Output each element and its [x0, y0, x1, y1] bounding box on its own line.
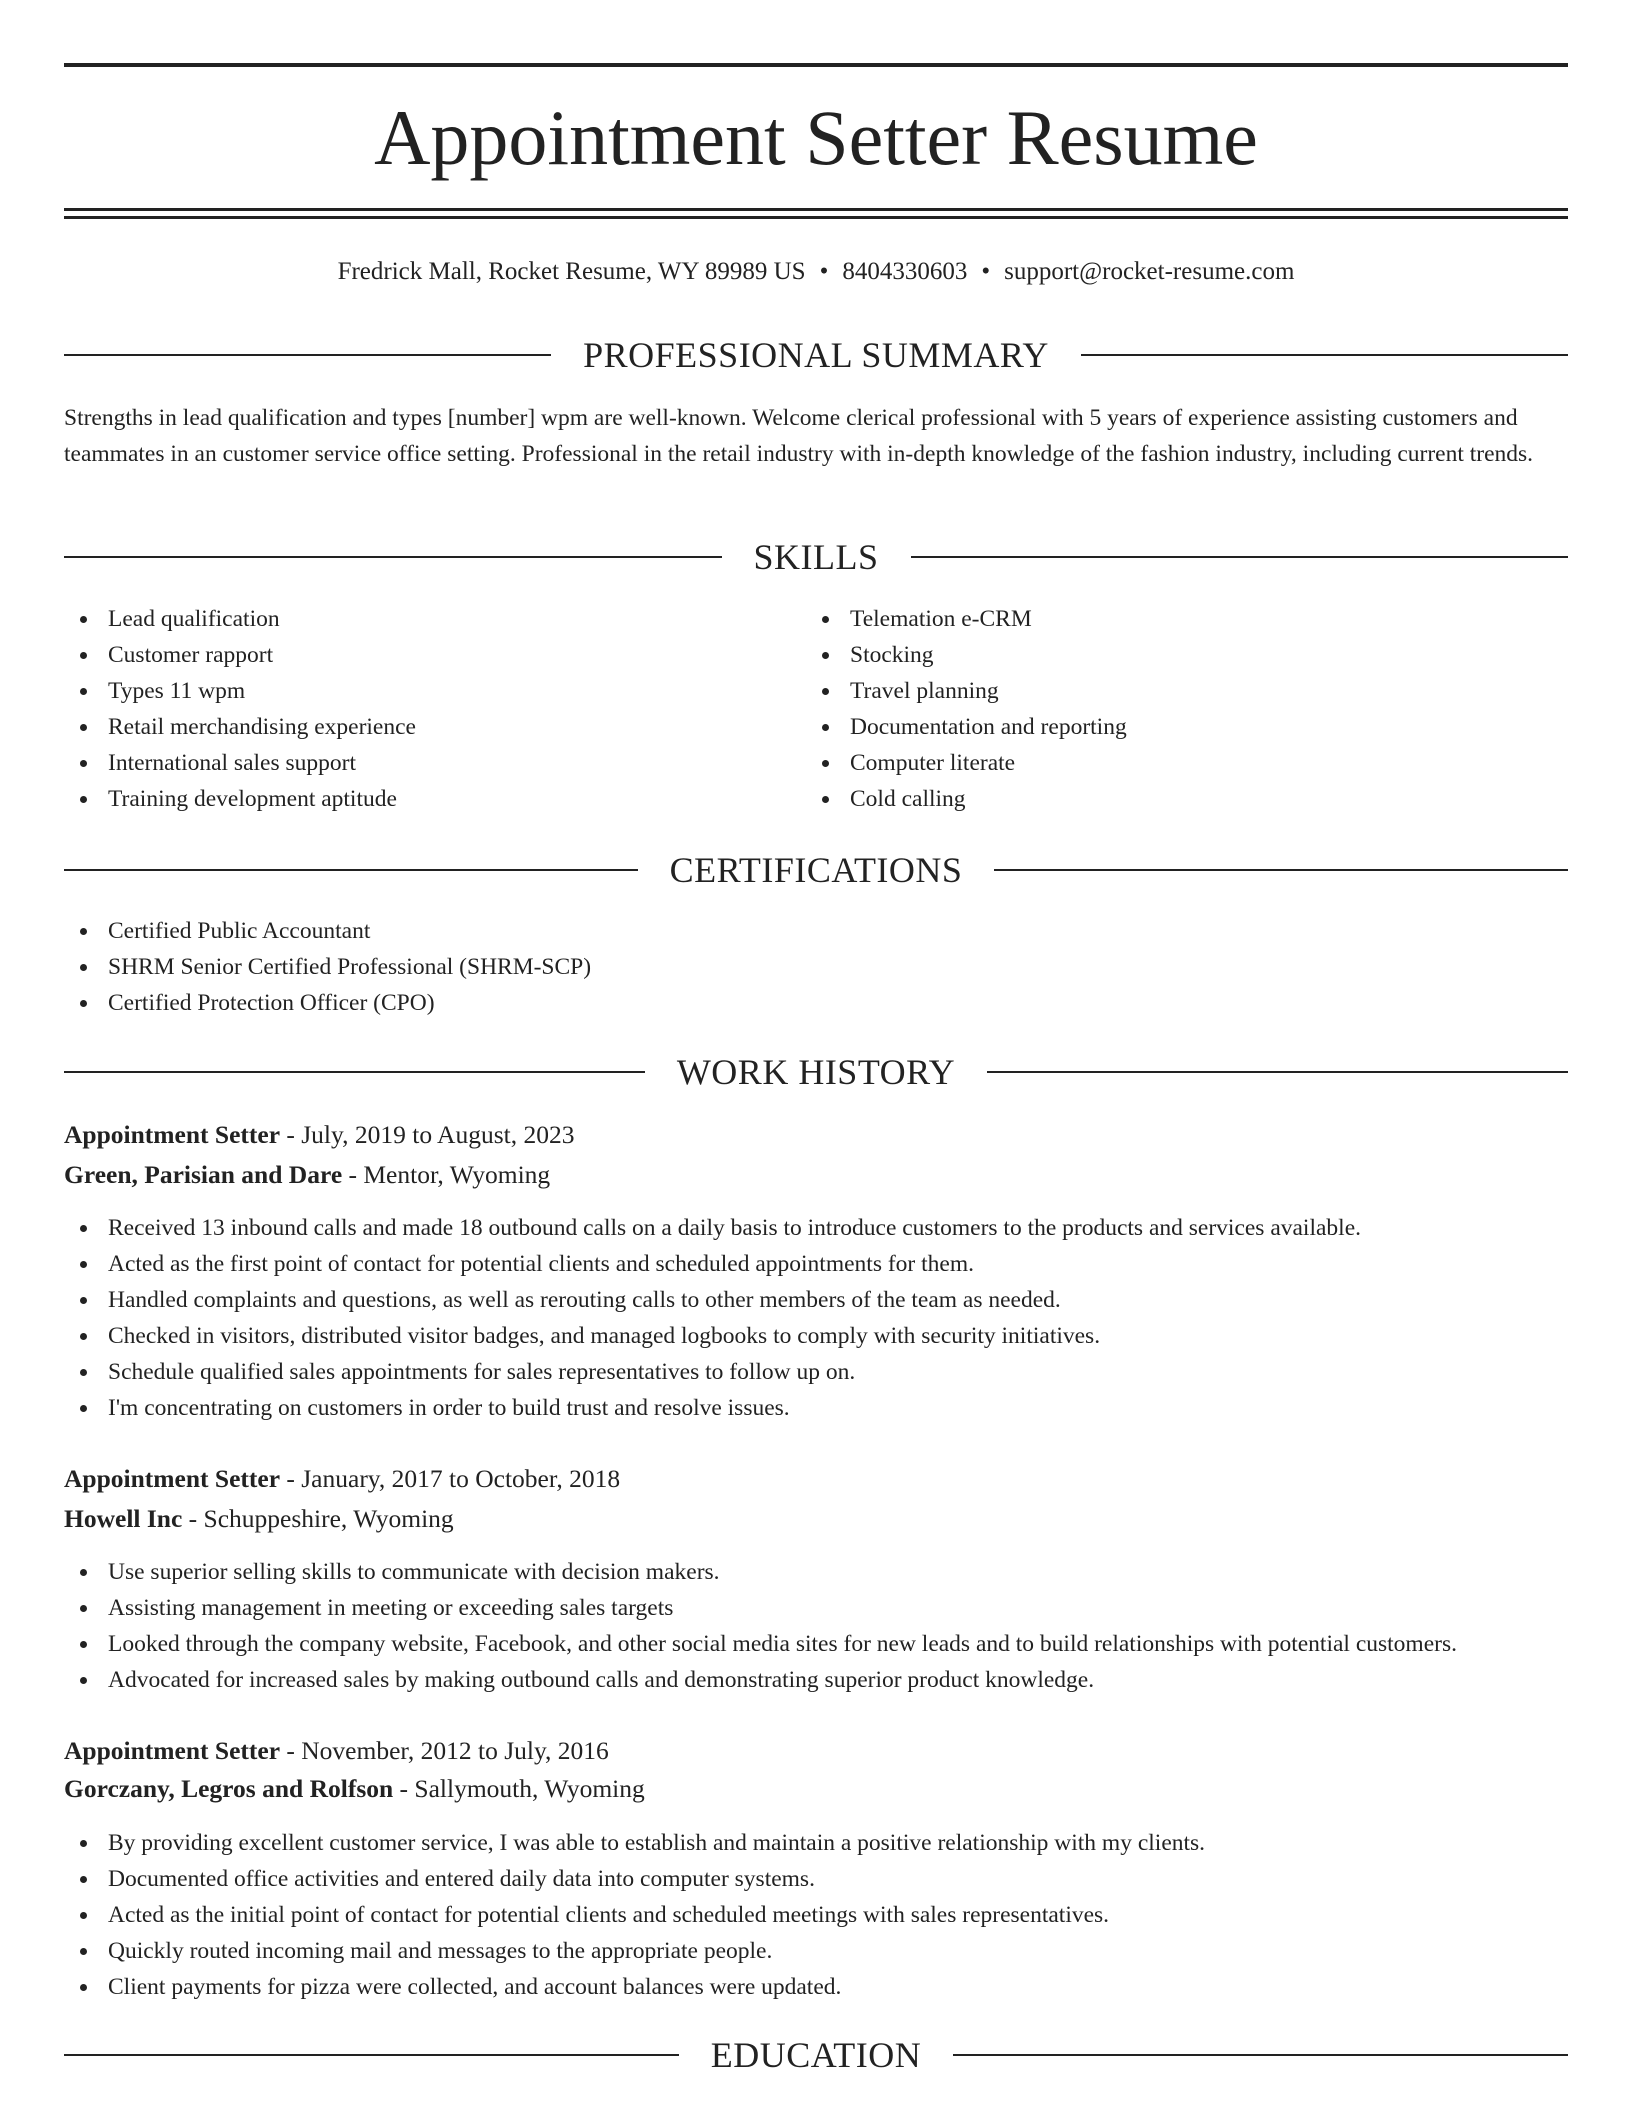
skill-item: Computer literate: [806, 745, 1127, 781]
section-rule-right: [953, 2054, 1568, 2056]
certification-item: SHRM Senior Certified Professional (SHRM-SCP): [64, 949, 591, 985]
job-duty-item: Advocated for increased sales by making outbound calls and demonstrating superior product knowledge.: [64, 1662, 1457, 1698]
job-company-line: [64, 1499, 1568, 1539]
job-duty-item: By providing excellent customer service, I was able to establish and maintain a positive relationship with my clients.: [64, 1825, 1205, 1861]
section-title-work-history: WORK HISTORY: [676, 1052, 956, 1092]
contact-separator: •: [981, 258, 991, 285]
skill-item: Travel planning: [806, 673, 1127, 709]
section-title-summary: PROFESSIONAL SUMMARY: [583, 335, 1049, 375]
resume-title: Appointment Setter Resume: [374, 94, 1258, 181]
contact-phone: 8404330603: [842, 258, 968, 285]
section-rule-left: [64, 354, 551, 356]
job-duties-list: [64, 1825, 1205, 2005]
certification-item: Certified Public Accountant: [64, 913, 591, 949]
section-header-summary: [64, 333, 1568, 377]
skill-item: Cold calling: [806, 781, 1127, 817]
skill-item: Telemation e-CRM: [806, 601, 1127, 637]
skill-item: Retail merchandising experience: [64, 709, 416, 745]
job-duties-list: [64, 1210, 1361, 1426]
job-duty-item: I'm concentrating on customers in order to build trust and resolve issues.: [64, 1390, 1361, 1426]
job-duty-item: Checked in visitors, distributed visitor badges, and managed logbooks to comply with security initiatives.: [64, 1318, 1361, 1354]
job-duty-item: Handled complaints and questions, as well as rerouting calls to other members of the team as needed.: [64, 1282, 1361, 1318]
section-rule-left: [64, 869, 638, 871]
section-rule-right: [911, 556, 1569, 558]
job-company: Green, Parisian and Dare: [64, 1160, 343, 1189]
job-title: Appointment Setter: [64, 1464, 281, 1493]
section-header-skills: [64, 535, 1568, 579]
summary-text: Strengths in lead qualification and types [number] wpm are well-known. Welcome clerical professional with 5 years of experience assisting customers and teammates in an customer service office setting. Professional in the retail industry with in-depth knowledge of the fashion industry, including current trends.: [64, 405, 1534, 467]
skill-item: International sales support: [64, 745, 416, 781]
contact-email: support@rocket-resume.com: [1004, 258, 1295, 285]
job-company-line: [64, 1155, 1568, 1195]
job-company: Howell Inc: [64, 1504, 183, 1533]
section-header-certifications: [64, 848, 1568, 892]
job-dates: - January, 2017 to October, 2018: [280, 1464, 621, 1493]
job-duty-item: Client payments for pizza were collected, and account balances were updated.: [64, 1969, 1205, 2005]
job-duty-item: Quickly routed incoming mail and messages to the appropriate people.: [64, 1933, 1205, 1969]
certification-item: Certified Protection Officer (CPO): [64, 985, 591, 1021]
job-duty-item: Assisting management in meeting or exceeding sales targets: [64, 1590, 1457, 1626]
job-duty-item: Acted as the initial point of contact for potential clients and scheduled meetings with sales representatives.: [64, 1897, 1205, 1933]
title-double-rule-upper: [64, 208, 1568, 211]
job-duty-item: Use superior selling skills to communicate with decision makers.: [64, 1554, 1457, 1590]
job-duty-item: Looked through the company website, Facebook, and other social media sites for new leads and to build relationships with potential customers.: [64, 1626, 1457, 1662]
section-rule-left: [64, 1071, 645, 1073]
section-header-education: [64, 2033, 1568, 2077]
skill-item: Customer rapport: [64, 637, 416, 673]
job-location: - Schuppeshire, Wyoming: [182, 1504, 454, 1533]
job-title-line: [64, 1731, 1568, 1771]
job-duty-item: Schedule qualified sales appointments for sales representatives to follow up on.: [64, 1354, 1361, 1390]
title-double-rule-lower: [64, 216, 1568, 219]
section-title-education: EDUCATION: [710, 2035, 922, 2075]
job-company: Gorczany, Legros and Rolfson: [64, 1774, 394, 1803]
job-title: Appointment Setter: [64, 1120, 281, 1149]
section-header-work-history: [64, 1050, 1568, 1094]
top-rule: [64, 63, 1568, 67]
section-rule-right: [987, 1071, 1568, 1073]
skill-item: Lead qualification: [64, 601, 416, 637]
job-duty-item: Received 13 inbound calls and made 18 outbound calls on a daily basis to introduce customers to the products and services available.: [64, 1210, 1361, 1246]
job-dates: - November, 2012 to July, 2016: [280, 1736, 609, 1765]
certifications-list: [64, 913, 591, 1021]
job-duty-item: Documented office activities and entered daily data into computer systems.: [64, 1861, 1205, 1897]
skill-item: Stocking: [806, 637, 1127, 673]
job-duties-list: [64, 1554, 1457, 1698]
job-title-line: [64, 1459, 1568, 1499]
skill-item: Training development aptitude: [64, 781, 416, 817]
contact-separator: •: [819, 258, 829, 285]
job-title: Appointment Setter: [64, 1736, 281, 1765]
job-title-line: [64, 1115, 1568, 1155]
section-rule-right: [1081, 354, 1568, 356]
section-title-skills: SKILLS: [753, 537, 879, 577]
job-location: - Sallymouth, Wyoming: [393, 1774, 645, 1803]
skills-list-right: [806, 601, 1127, 817]
skill-item: Types 11 wpm: [64, 673, 416, 709]
job-duty-item: Acted as the first point of contact for potential clients and scheduled appointments for them.: [64, 1246, 1361, 1282]
section-rule-left: [64, 556, 722, 558]
job-company-line: [64, 1769, 1568, 1809]
job-dates: - July, 2019 to August, 2023: [280, 1120, 575, 1149]
contact-line: [64, 252, 1568, 292]
job-location: - Mentor, Wyoming: [342, 1160, 551, 1189]
skills-list-left: [64, 601, 416, 817]
contact-address: Fredrick Mall, Rocket Resume, WY 89989 US: [337, 258, 806, 285]
skill-item: Documentation and reporting: [806, 709, 1127, 745]
section-title-certifications: CERTIFICATIONS: [669, 850, 963, 890]
section-rule-right: [994, 869, 1568, 871]
section-rule-left: [64, 2054, 679, 2056]
